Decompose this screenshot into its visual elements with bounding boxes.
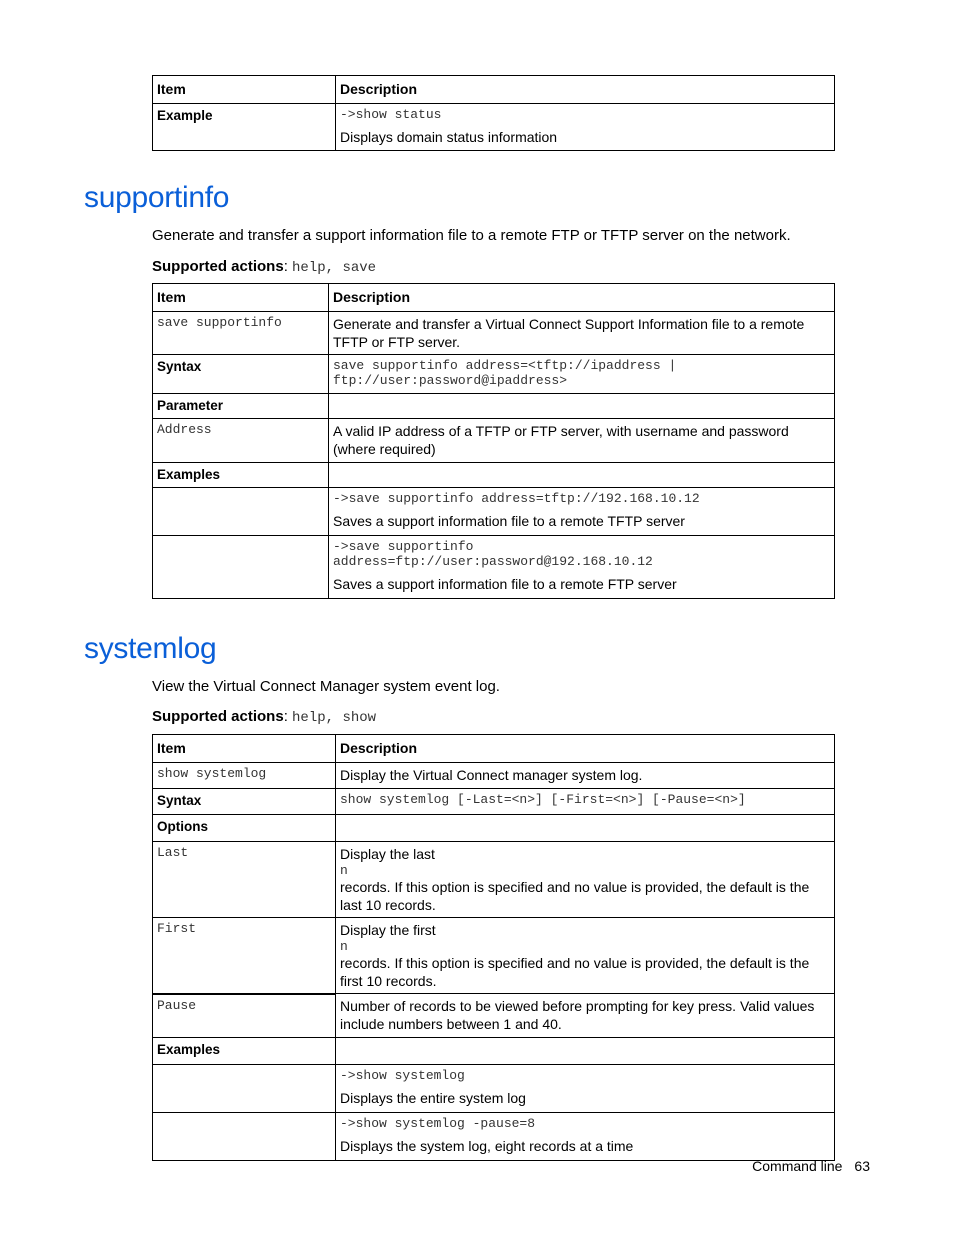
header-description: Description xyxy=(329,284,835,312)
systemlog-table xyxy=(152,734,835,1161)
example-2-command: ->show systemlog -pause=8 xyxy=(340,1116,536,1131)
footer-section: Command line xyxy=(752,1158,843,1174)
status-example-table xyxy=(152,75,835,151)
example-1-command: ->save supportinfo address=tftp://192.168.10.12 xyxy=(333,491,700,506)
example-2-description: Displays the system log, eight records at a time xyxy=(340,1138,634,1154)
header-description: Description xyxy=(336,76,835,104)
option-last-description: Display the last n records. If this option is specified and no value is provided, the default is the last 10 records. xyxy=(336,842,835,918)
syntax-line-2: ftp://user:password@ipaddress> xyxy=(333,373,568,388)
syntax-label: Syntax xyxy=(153,789,336,815)
syntax-line-1: save supportinfo address=<tftp://ipaddress | xyxy=(333,358,677,373)
command-name: show systemlog xyxy=(157,766,267,781)
command-description: Display the Virtual Connect manager system log. xyxy=(336,763,835,789)
systemlog-actions: Supported actions: help, show xyxy=(152,708,377,726)
examples-label: Examples xyxy=(153,1038,336,1065)
option-last-name: Last xyxy=(157,845,189,860)
supportinfo-intro: Generate and transfer a support information file to a remote FTP or TFTP server on the network. xyxy=(152,227,791,244)
examples-label: Examples xyxy=(153,463,329,488)
header-item: Item xyxy=(153,284,329,312)
parameter-description: A valid IP address of a TFTP or FTP server, with username and password (where required) xyxy=(329,419,835,463)
supportinfo-actions: Supported actions: help, save xyxy=(152,258,377,276)
syntax-line: show systemlog [-Last=<n>] [-First=<n>] [-Pause=<n>] xyxy=(340,792,746,807)
page-footer xyxy=(740,1158,870,1174)
supportinfo-heading: supportinfo xyxy=(84,181,230,214)
parameter-label: Parameter xyxy=(153,394,329,419)
syntax-label: Syntax xyxy=(153,355,329,394)
page-number: 63 xyxy=(854,1158,870,1174)
parameter-name: Address xyxy=(157,422,212,437)
option-pause-description: Number of records to be viewed before prompting for key press. Valid values include numbers between 1 and 40. xyxy=(336,994,835,1038)
actions-value: help, save xyxy=(292,260,377,276)
header-description: Description xyxy=(336,735,835,763)
option-pause-name: Pause xyxy=(157,997,197,1013)
systemlog-heading: systemlog xyxy=(84,632,217,665)
command-description: Generate and transfer a Virtual Connect Support Information file to a remote TFTP or FTP server. xyxy=(329,312,835,355)
example-1-description: Displays the entire system log xyxy=(340,1090,526,1106)
actions-label: Supported actions xyxy=(152,708,284,725)
example-label: Example xyxy=(153,104,336,151)
example-command: ->show status xyxy=(340,107,442,122)
command-name: save supportinfo xyxy=(157,315,282,330)
example-1-description: Saves a support information file to a remote TFTP server xyxy=(333,513,685,529)
supportinfo-table xyxy=(152,283,835,599)
example-1-command: ->show systemlog xyxy=(340,1068,465,1083)
option-first-name: First xyxy=(157,921,197,936)
example-2-description: Saves a support information file to a remote FTP server xyxy=(333,576,677,592)
actions-label: Supported actions xyxy=(152,258,284,275)
actions-value: help, show xyxy=(292,710,377,726)
systemlog-intro: View the Virtual Connect Manager system event log. xyxy=(152,678,500,695)
options-label: Options xyxy=(153,815,336,842)
example-2-command-line-2: address=ftp://user:password@192.168.10.12 xyxy=(333,554,653,569)
option-first-description: Display the first n records. If this option is specified and no value is provided, the default is the first 10 records. xyxy=(336,918,835,994)
header-item: Item xyxy=(153,735,336,763)
example-2-command-line-1: ->save supportinfo xyxy=(333,539,474,554)
example-description: Displays domain status information xyxy=(340,129,558,145)
header-item: Item xyxy=(153,76,336,104)
